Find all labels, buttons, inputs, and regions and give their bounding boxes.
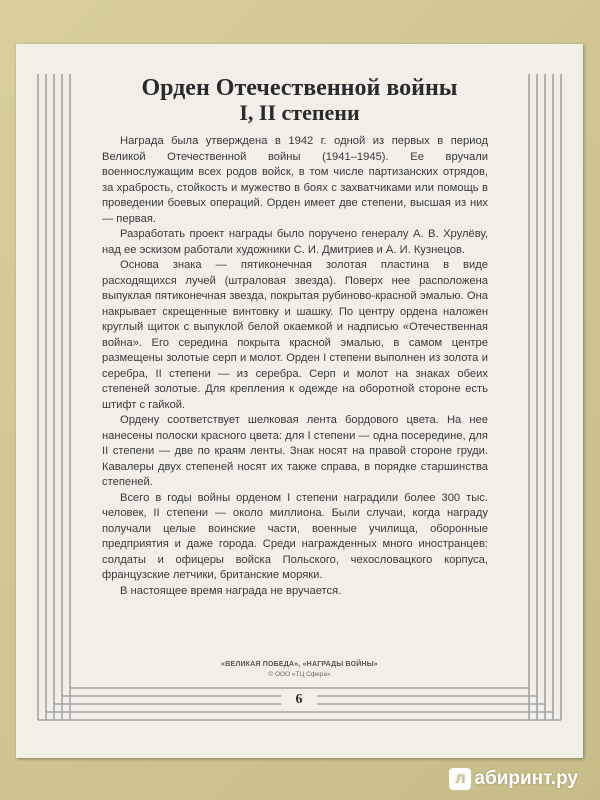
watermark xyxy=(449,768,578,790)
paragraph: В настоящее время награда не вручается. xyxy=(120,584,342,597)
book-page xyxy=(16,44,583,758)
page-number: 6 xyxy=(281,690,317,710)
body-text xyxy=(102,134,488,599)
paragraph: Ордену соответствует шелковая лента бордового цвета. На нее нанесены полоски красного цвета: для I степени — одна посередине, для II степени — две по краям ленты. Знак носят на правой стороне груди. Кавалеры двух степеней носят их также справа, в порядке старшинства степеней. xyxy=(102,414,488,488)
paragraph: Всего в годы войны орденом I степени наградили более 300 тыс. человек, II степени — около миллиона. Были случаи, когда награду получали целые воинские части, военные училища, оборонные предприятия и даже города. Среди награжденных много иностранцев: солдаты и офицеры войска Польского, чехословацкого корпуса, французские летчики, британские моряки. xyxy=(102,491,488,581)
page-subtitle: I, II степени xyxy=(239,100,360,125)
page-title: Орден Отечественной войны xyxy=(141,75,458,101)
labirint-logo-icon: л xyxy=(449,768,471,790)
paragraph: Разработать проект награды было поручено генералу А. В. Хрулёву, над ее эскизом работали художники С. И. Дмитриев и А. И. Кузнецов. xyxy=(102,228,488,256)
series-footer: «ВЕЛИКАЯ ПОБЕДА», «НАГРАДЫ ВОЙНЫ» xyxy=(221,661,378,668)
watermark-text: абиринт.ру xyxy=(474,768,578,789)
copyright-footer: © ООО «ТЦ Сфера» xyxy=(268,671,331,678)
paragraph: Награда была утверждена в 1942 г. одной из первых в период Великой Отечественной войны (1941–1945). Ее вручали военнослужащим всех родов войск, в том числе партизанских отрядов, за храбрость, стойкость и мужество в боях с захватчиками или помощь в проведении боевых операций. Орден имеет две степени, высшая из них — первая. xyxy=(102,135,488,225)
paragraph: Основа знака — пятиконечная золотая пластина в виде расходящихся лучей (штраловая звезда). Поверх нее расположена выпуклая пятиконечная звезда, покрытая рубиново-красной эмалью. Она накрывает скрещенные винтовку и шашку. По центру ордена наложен круглый щиток с выпуклой белой окаемкой и надписью «Отечественная война». Его середина покрыта красной эмалью, в самом центре размещены золотые серп и молот. Орден I степени выполнен из золота и серебра, II степени — из серебра. Серп и молот на знаках обеих степеней золотые. Для крепления к одежде на оборотной стороне есть штифт с гайкой. xyxy=(102,259,488,411)
